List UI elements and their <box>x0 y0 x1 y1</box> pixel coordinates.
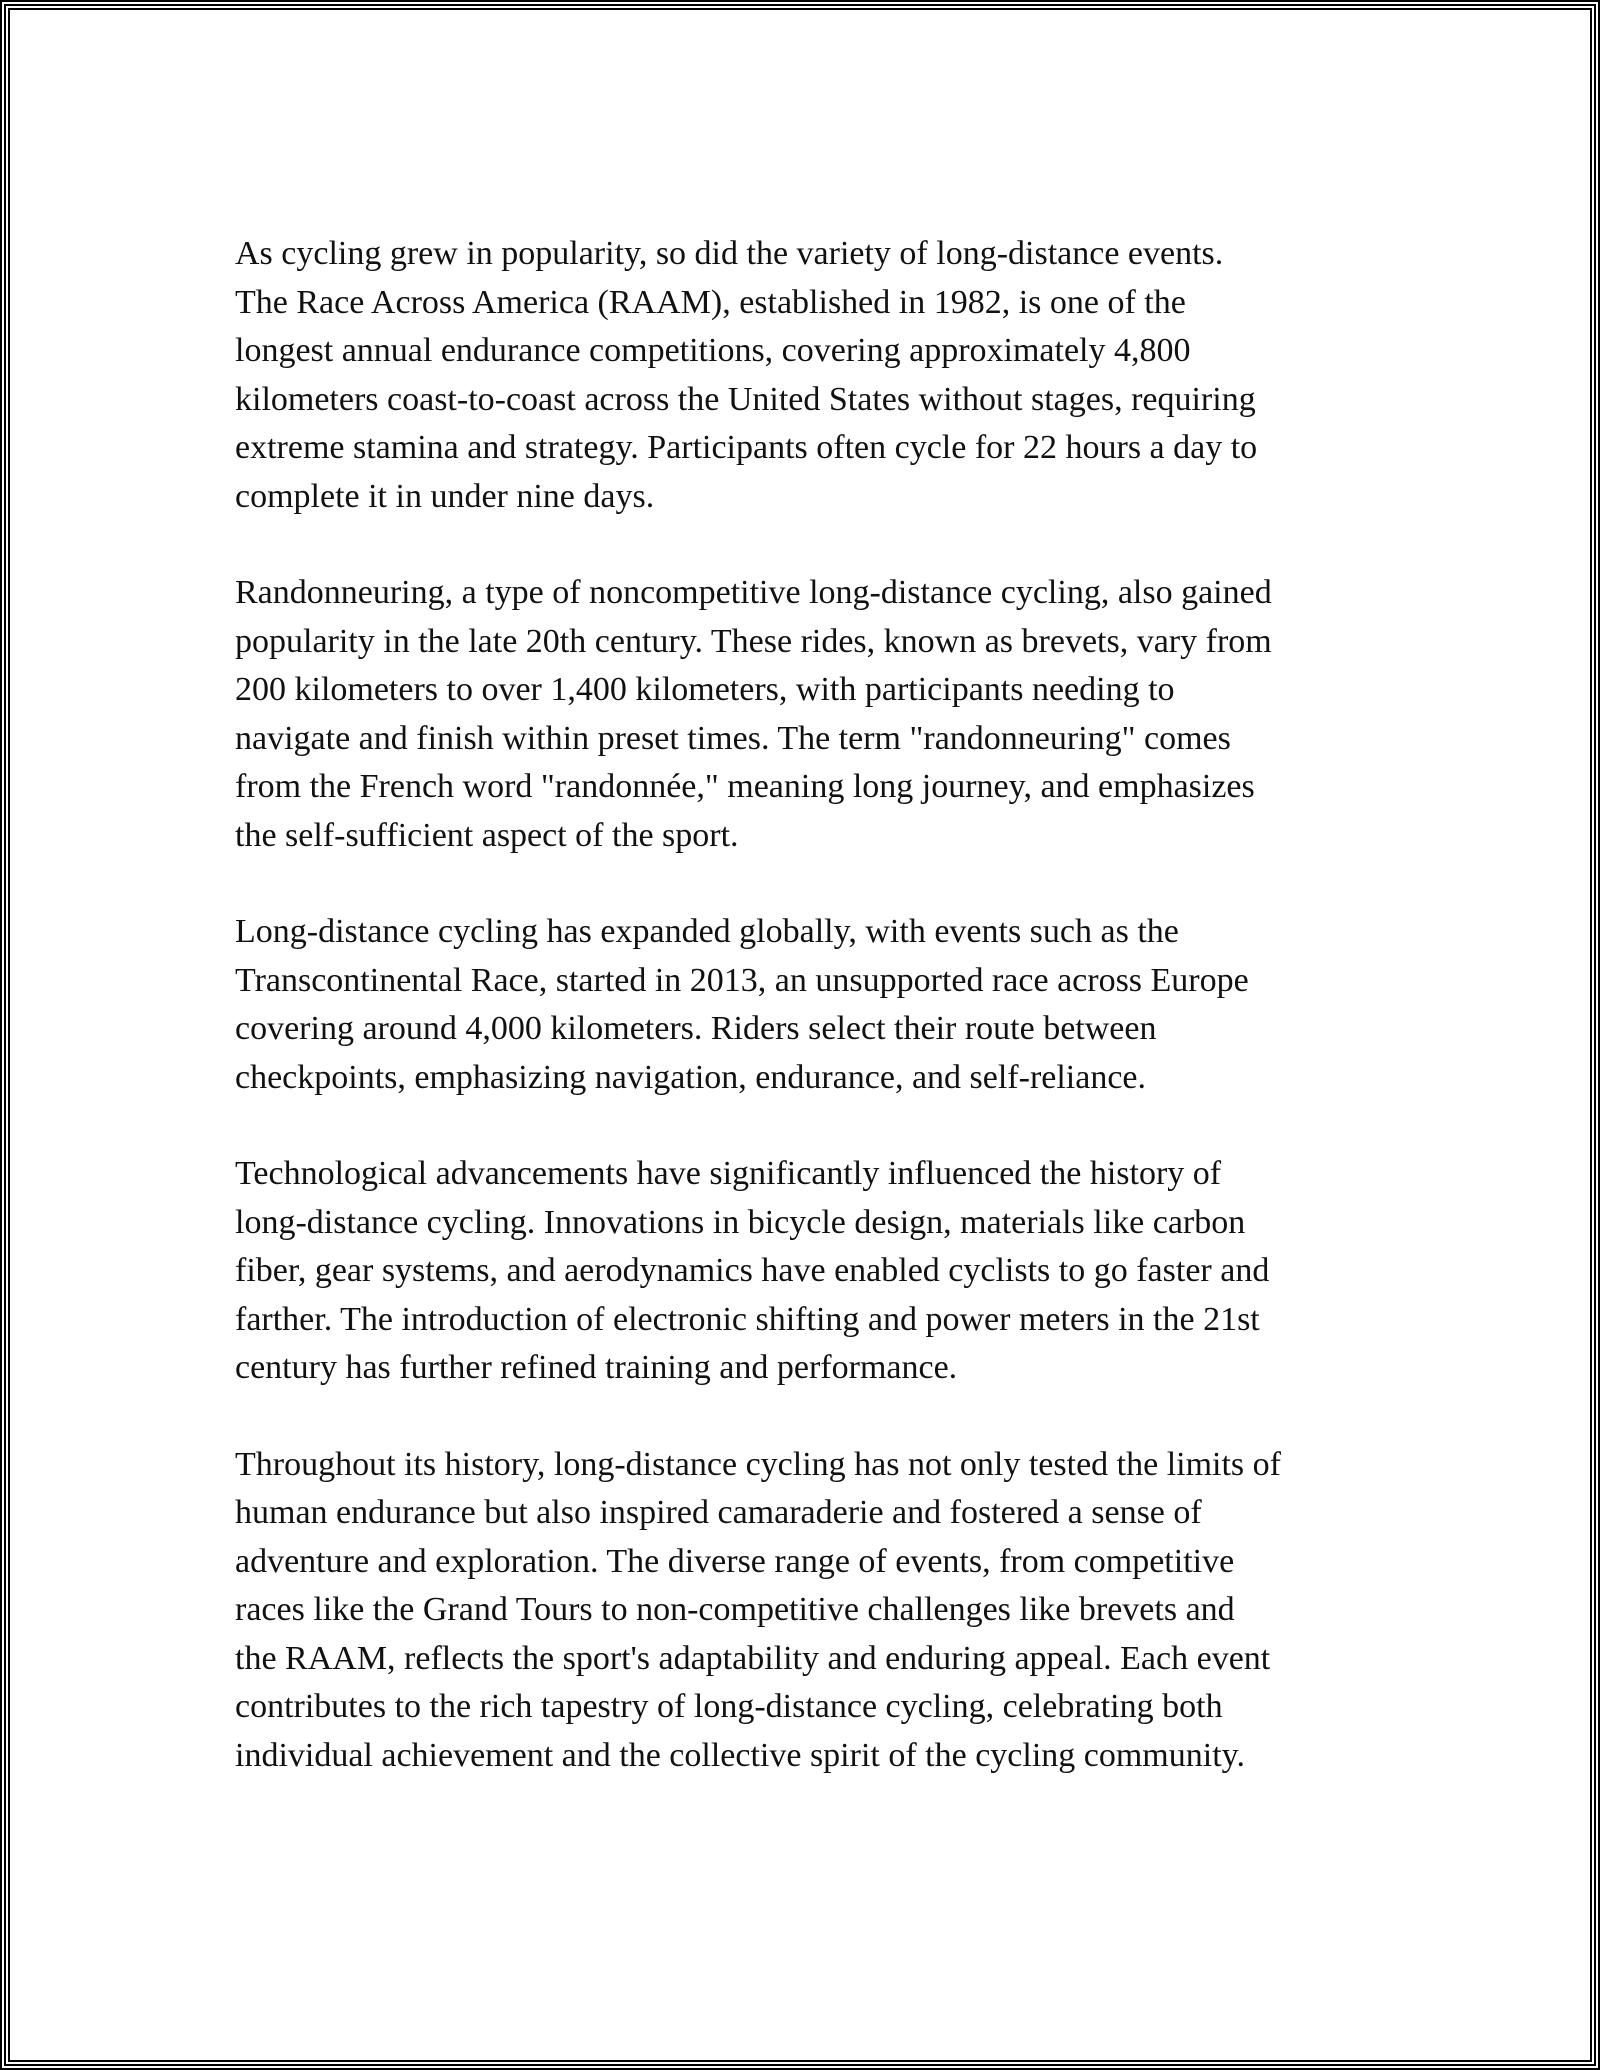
paragraph-raam: As cycling grew in popularity, so did the variety of long-distance events. The Race Across America (RAAM), established in 1982, is one of the longest annual endurance competitions, covering approximately 4,800 kilometers coast-to-coast across the United States without stages, requiring extreme stamina and strategy. Participants often cycle for 22 hours a day to complete it in under nine days. <box>235 235 1258 515</box>
paragraph-technology: Technological advancements have significantly influenced the history of long-distance cycling. Innovations in bicycle design, materials like carbon fiber, gear systems, and aerodynamics have enabled cyclists to go faster and farther. The introduction of electronic shifting and power meters in the 21st century has further refined training and performance. <box>235 1155 1270 1386</box>
paragraph-conclusion: Throughout its history, long-distance cycling has not only tested the limits of human endurance but also inspired camaraderie and fostered a sense of adventure and exploration. The diverse range of events, from competitive races like the Grand Tours to non-competitive challenges like brevets and the RAAM, reflects the sport's adaptability and enduring appeal. Each event contributes to the rich tapestry of long-distance cycling, celebrating both individual achievement and the collective spirit of the cycling community. <box>235 1445 1281 1774</box>
paragraph-transcontinental: Long-distance cycling has expanded globally, with events such as the Transcontinental Race, started in 2013, an unsupported race across Europe covering around 4,000 kilometers. Riders select their route between checkpoints, emphasizing navigation, endurance, and self-reliance. <box>235 913 1249 1096</box>
document-body <box>235 230 1385 1828</box>
paragraph-randonneuring: Randonneuring, a type of noncompetitive long-distance cycling, also gained popularity in the late 20th century. These rides, known as brevets, vary from 200 kilometers to over 1,400 kilometers, with participants needing to navigate and finish within preset times. The term "randonneuring" comes from the French word "randonnée," meaning long journey, and emphasizes the self-sufficient aspect of the sport. <box>235 574 1272 854</box>
